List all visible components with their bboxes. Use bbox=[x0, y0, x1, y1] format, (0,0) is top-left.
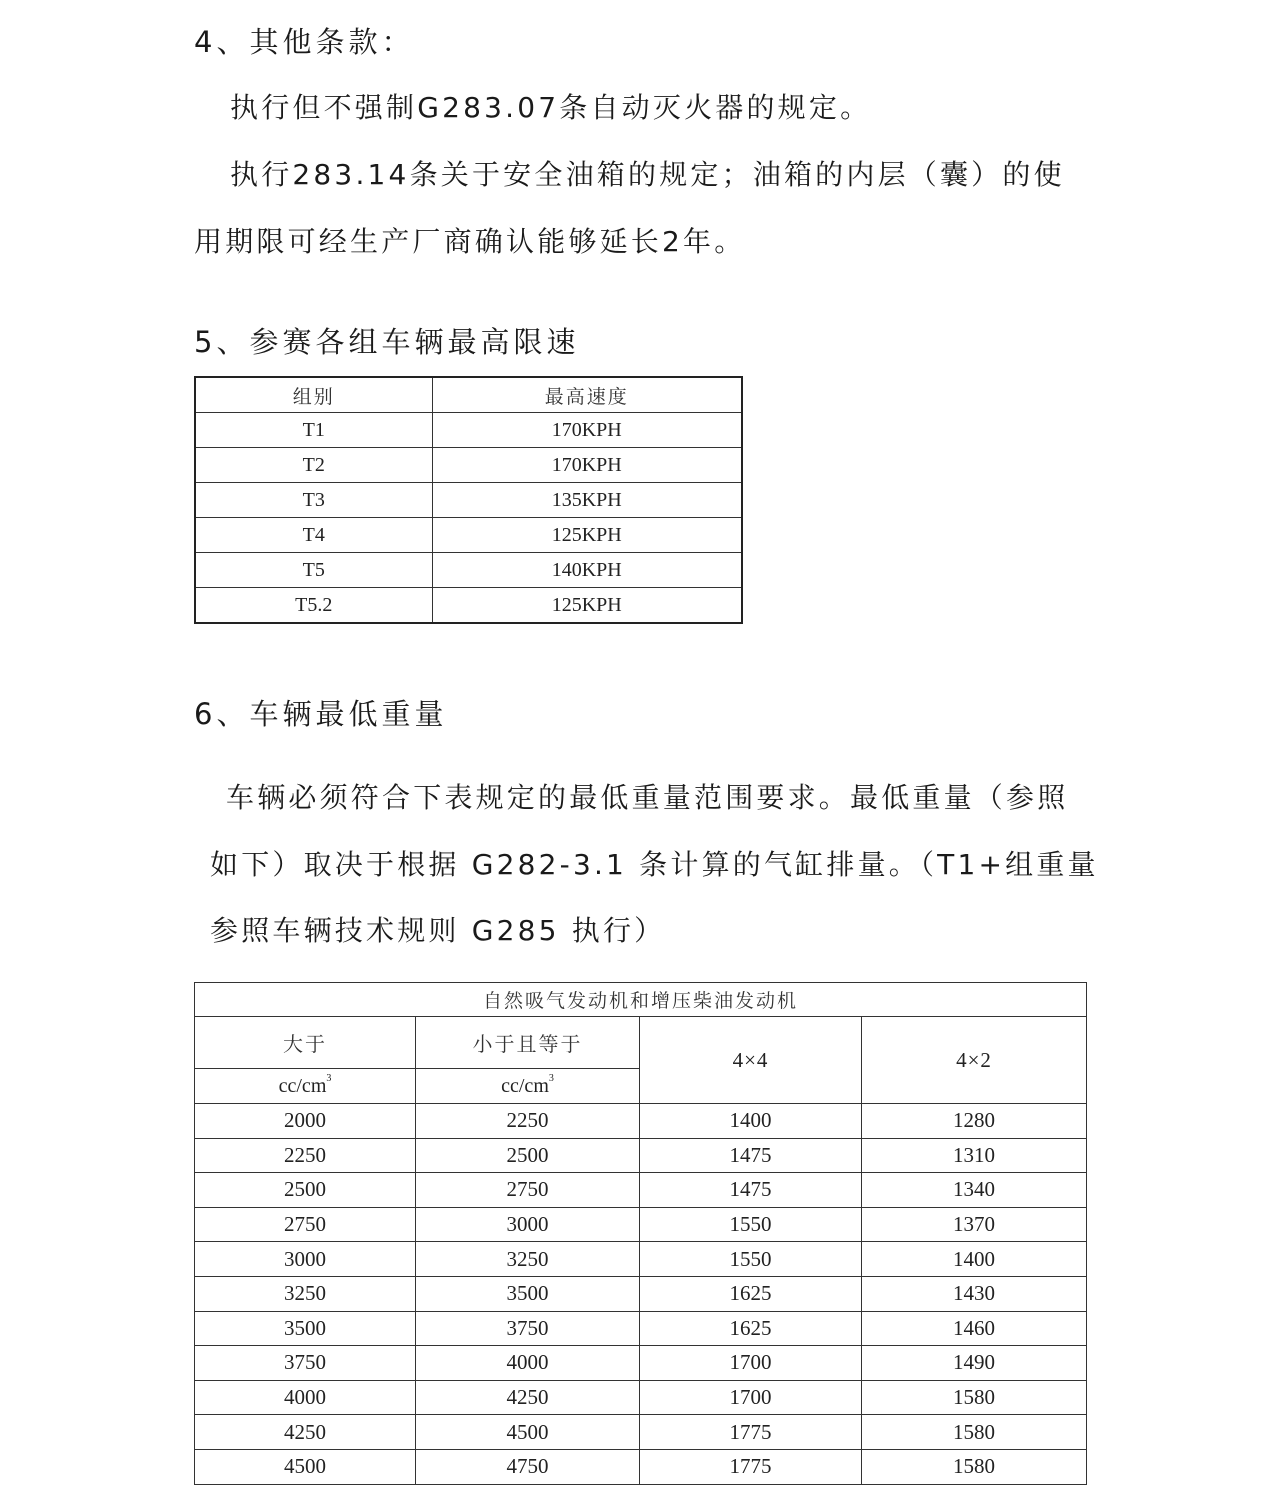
weight-4x2-cell: 1580 bbox=[862, 1380, 1087, 1415]
less-equal-cell: 3500 bbox=[416, 1276, 640, 1311]
table-row bbox=[195, 483, 742, 518]
table-row bbox=[195, 1276, 1087, 1311]
weight-4x2-cell: 1430 bbox=[862, 1276, 1087, 1311]
unit-text: cc/cm bbox=[501, 1074, 549, 1097]
speed-cell: 170KPH bbox=[432, 413, 742, 448]
weight-4x2-cell: 1370 bbox=[862, 1207, 1087, 1242]
table-row bbox=[195, 518, 742, 553]
less-equal-cell: 2250 bbox=[416, 1104, 640, 1139]
less-equal-cell: 4000 bbox=[416, 1346, 640, 1381]
less-equal-cell: 3750 bbox=[416, 1311, 640, 1346]
table-row bbox=[195, 1346, 1087, 1381]
less-equal-cell: 2750 bbox=[416, 1173, 640, 1208]
unit-superscript: 3 bbox=[326, 1072, 332, 1084]
table-row bbox=[195, 588, 742, 624]
greater-than-cell: 4500 bbox=[195, 1449, 416, 1484]
unit-label-greater bbox=[195, 1069, 416, 1104]
section-4-paragraph-1: 执行但不强制G283.07条自动灭火器的规定。 bbox=[230, 91, 872, 124]
table-header-row bbox=[195, 377, 742, 413]
greater-than-cell: 2750 bbox=[195, 1207, 416, 1242]
less-equal-cell: 4250 bbox=[416, 1380, 640, 1415]
speed-limit-table bbox=[194, 376, 743, 624]
minimum-weight-table bbox=[194, 982, 1087, 1485]
weight-4x4-cell: 1550 bbox=[640, 1207, 862, 1242]
weight-4x4-cell: 1475 bbox=[640, 1138, 862, 1173]
weight-4x2-cell: 1310 bbox=[862, 1138, 1087, 1173]
column-header-max-speed: 最高速度 bbox=[432, 377, 742, 413]
speed-cell: 135KPH bbox=[432, 483, 742, 518]
weight-4x2-cell: 1460 bbox=[862, 1311, 1087, 1346]
column-header-greater-than: 大于 bbox=[195, 1017, 416, 1069]
less-equal-cell: 3250 bbox=[416, 1242, 640, 1277]
greater-than-cell: 3000 bbox=[195, 1242, 416, 1277]
weight-4x2-cell: 1280 bbox=[862, 1104, 1087, 1139]
unit-superscript: 3 bbox=[548, 1072, 554, 1084]
table-row bbox=[195, 1380, 1087, 1415]
group-cell: T3 bbox=[195, 483, 432, 518]
weight-4x2-cell: 1490 bbox=[862, 1346, 1087, 1381]
table-row bbox=[195, 448, 742, 483]
greater-than-cell: 3250 bbox=[195, 1276, 416, 1311]
less-equal-cell: 3000 bbox=[416, 1207, 640, 1242]
table-row bbox=[195, 1415, 1087, 1450]
section-6-paragraph-line-1: 车辆必须符合下表规定的最低重量范围要求。最低重量（参照 bbox=[226, 781, 1069, 814]
section-4-heading: 4、其他条款： bbox=[194, 25, 415, 59]
column-header-less-or-equal: 小于且等于 bbox=[416, 1017, 640, 1069]
weight-4x4-cell: 1400 bbox=[640, 1104, 862, 1139]
column-header-4x4: 4×4 bbox=[640, 1017, 862, 1104]
greater-than-cell: 4250 bbox=[195, 1415, 416, 1450]
greater-than-cell: 4000 bbox=[195, 1380, 416, 1415]
table-title-row bbox=[195, 983, 1087, 1017]
weight-4x4-cell: 1625 bbox=[640, 1276, 862, 1311]
weight-4x2-cell: 1340 bbox=[862, 1173, 1087, 1208]
speed-cell: 140KPH bbox=[432, 553, 742, 588]
group-cell: T5 bbox=[195, 553, 432, 588]
less-equal-cell: 2500 bbox=[416, 1138, 640, 1173]
table-row bbox=[195, 1242, 1087, 1277]
unit-label-less-equal bbox=[416, 1069, 640, 1104]
section-6-heading: 6、车辆最低重量 bbox=[194, 697, 448, 731]
greater-than-cell: 2500 bbox=[195, 1173, 416, 1208]
table-row bbox=[195, 1311, 1087, 1346]
table-header-row bbox=[195, 1017, 1087, 1069]
group-cell: T4 bbox=[195, 518, 432, 553]
less-equal-cell: 4750 bbox=[416, 1449, 640, 1484]
table-row bbox=[195, 1104, 1087, 1139]
speed-cell: 125KPH bbox=[432, 588, 742, 624]
section-6-paragraph-line-3: 参照车辆技术规则 G285 执行） bbox=[210, 914, 666, 947]
weight-4x2-cell: 1400 bbox=[862, 1242, 1087, 1277]
weight-4x2-cell: 1580 bbox=[862, 1449, 1087, 1484]
column-header-group: 组别 bbox=[195, 377, 432, 413]
weight-4x2-cell: 1580 bbox=[862, 1415, 1087, 1450]
weight-4x4-cell: 1775 bbox=[640, 1415, 862, 1450]
group-cell: T5.2 bbox=[195, 588, 432, 624]
speed-cell: 125KPH bbox=[432, 518, 742, 553]
group-cell: T2 bbox=[195, 448, 432, 483]
greater-than-cell: 2000 bbox=[195, 1104, 416, 1139]
group-cell: T1 bbox=[195, 413, 432, 448]
table-row bbox=[195, 1173, 1087, 1208]
weight-4x4-cell: 1625 bbox=[640, 1311, 862, 1346]
table-row bbox=[195, 1138, 1087, 1173]
table-title: 自然吸气发动机和增压柴油发动机 bbox=[195, 983, 1087, 1017]
weight-4x4-cell: 1700 bbox=[640, 1346, 862, 1381]
greater-than-cell: 3500 bbox=[195, 1311, 416, 1346]
section-6-paragraph-line-2: 如下）取决于根据 G282-3.1 条计算的气缸排量。（T1+组重量 bbox=[210, 848, 1099, 881]
table-row bbox=[195, 413, 742, 448]
unit-text: cc/cm bbox=[278, 1074, 327, 1097]
table-row bbox=[195, 1207, 1087, 1242]
speed-cell: 170KPH bbox=[432, 448, 742, 483]
table-row bbox=[195, 553, 742, 588]
weight-4x4-cell: 1550 bbox=[640, 1242, 862, 1277]
section-4-paragraph-2-line-1: 执行283.14条关于安全油箱的规定；油箱的内层（囊）的使 bbox=[230, 158, 1065, 191]
weight-4x4-cell: 1700 bbox=[640, 1380, 862, 1415]
weight-4x4-cell: 1475 bbox=[640, 1173, 862, 1208]
table-row bbox=[195, 1449, 1087, 1484]
section-5-heading: 5、参赛各组车辆最高限速 bbox=[194, 325, 580, 359]
less-equal-cell: 4500 bbox=[416, 1415, 640, 1450]
weight-4x4-cell: 1775 bbox=[640, 1449, 862, 1484]
greater-than-cell: 2250 bbox=[195, 1138, 416, 1173]
section-4-paragraph-2-line-2: 用期限可经生产厂商确认能够延长2年。 bbox=[194, 225, 746, 258]
column-header-4x2: 4×2 bbox=[862, 1017, 1087, 1104]
greater-than-cell: 3750 bbox=[195, 1346, 416, 1381]
